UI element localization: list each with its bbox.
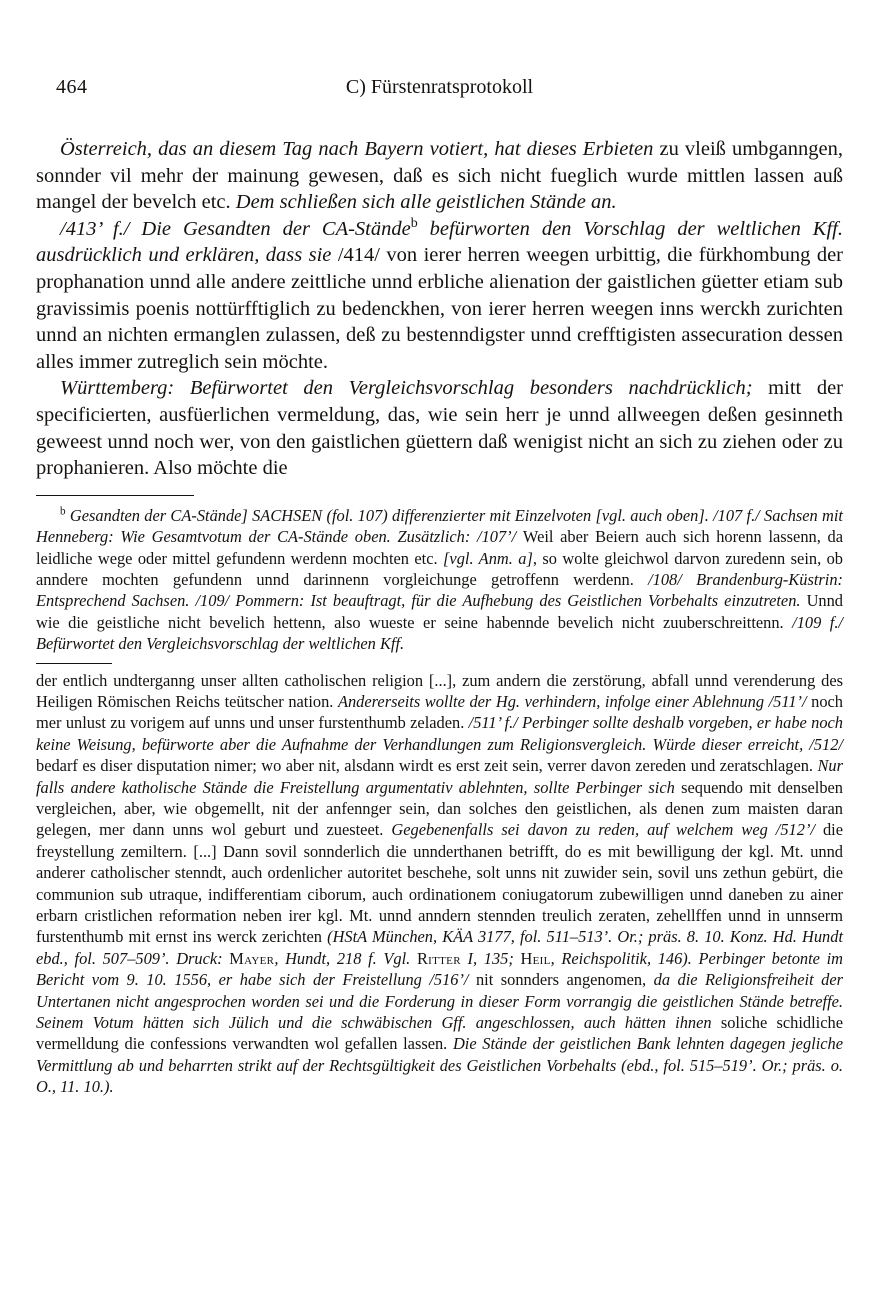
- text-run: (HStA München, KÄA 3177, fol. 511–513’. Or.; präs. 8. 10. Konz. Hd. Hundt ebd., fol. 507–509’. Druck:: [36, 927, 843, 968]
- text-run: [vgl. Anm. a]: [443, 548, 533, 568]
- text-run: Die Stände der geistlichen Bank lehnten dagegen jegliche Vermittlung ab und beharrten strikt auf der Rechtsgültigkeit des Geistlichen Vorbehalts (ebd., fol. 515–519’. Or.; präs. o. O., 11. 10.).: [36, 1034, 843, 1097]
- footnote-b: [36, 505, 843, 655]
- footnote-marker: b: [60, 505, 66, 518]
- text-run: , so wolte gleichwol darvon zuredenn sein, ob anndere mochten gefundenn unnd darinnenn vorgleichunge getroffenn werdenn.: [36, 548, 843, 589]
- footnote-separator-rule: [36, 495, 194, 496]
- main-text-block: [36, 136, 843, 482]
- text-run: Heil: [520, 948, 551, 968]
- footnote-continuation: [36, 670, 843, 1098]
- text-run: Gegebenenfalls sei davon zu reden, auf welchem weg /512’/: [391, 820, 823, 840]
- footnote-marker: b: [410, 215, 418, 231]
- text-run: Weil aber Beiern auch sich horenn lassenn, da leidliche wege oder mittel gefundenn werdenn mochten etc.: [36, 527, 843, 568]
- running-title: C) Fürstenratsprotokoll: [345, 76, 534, 98]
- text-run: Mayer: [229, 948, 275, 968]
- text-run: /413’ f./ Die Gesandten der CA-Stände: [60, 217, 411, 240]
- text-run: befürworten den Vorschlag der weltlichen Kff. ausdrücklich und erklären, dass sie: [36, 217, 843, 267]
- text-run: die freystellung zemiltern. [...] Dann sovil sonnderlich die unnderthanen betrifft, do es mit bewilligung der kgl. Mt. unnd anderer catholischer stenndt, auch ordenlicher autoritet beschehe, solt unns nit zuwider sein, sovil uns zethun gebürt, die communion sub utraque, indifferentiam ciborum, auch ordinationem coniugatorum zubewilligen unnd daneben zu ainer erbarn cristlichen reformation neben irer kgl. Mt. unnd anndern stennden treulich zeraten, zehellffen unnd in unnserm furstenthumb mit ernst ins werck zerichten: [36, 820, 843, 947]
- page-number: 464: [56, 76, 88, 98]
- text-run: mitt der specificierten, ausfüerlichen vermeldung, das, wie sein herr je unnd allweegen deßen gesinneth geweest unnd noch wer, von den gaistlichen güettern daß wenigist nicht an sich zu ziehen oder zu prophanieren. Also möchte die: [36, 377, 843, 480]
- text-run: nit sonnders angenomen,: [475, 970, 654, 990]
- text-run: noch mer unlust zu vorigem auf unns und unser furstenthumb zeladen.: [36, 691, 843, 733]
- paragraph-oesterreich: [36, 136, 843, 216]
- paragraph-wuerttemberg: [36, 375, 843, 481]
- text-run: der entlich undterganng unser allten catholischen religion [...], zum andern die zerstörung, abfall unnd verenderung des Heiligen Römischen Reichs teütscher nation.: [36, 670, 843, 711]
- text-run: , Reichspolitik, 146). Perbinger betonte im Bericht vom 9. 10. 1556, er habe sich der Freistellung /516’/: [36, 948, 843, 990]
- text-run: /511’ f./ Perbinger sollte deshalb vorgeben, er habe noch keine Weisung, befürworte aber die Aufnahme der Verhandlungen zum Religionsvergleich. Würde dieser erreicht, /512/: [36, 713, 844, 754]
- footnote-continuation-separator-rule: [36, 663, 112, 664]
- footnotes-block: [36, 505, 843, 1098]
- text-run: sequendo mit denselben vergleichen, aber, wie obgemellt, nit der anfennger sein, dan solches den geistlichen, als denen zum maisten daran gelegen, mer dann unns wol geburt und zuesteet.: [36, 777, 843, 840]
- text-run: Andererseits wollte der Hg. verhindern, infolge einer Ablehnung /511’/: [337, 691, 812, 711]
- text-run: /414/ von ierer herren weegen urbittig, die fürkhombung der prophanation unnd alle andere zeittliche unnd erbliche alienation der gaistlichen güetter etiam sub gravissimis poenis nottürfftiglich zu bedenckhen, von ierer herren weegen inns werckh zurichten unnd an nichten ermanglen zulassen, deß zu bestenndigster unnd crefftigisten assecuration dessen alles immer zutreglich sein möchte.: [36, 244, 843, 373]
- text-run: zu vleiß umbganngen, sonnder vil mehr der mainung gewesen, daß es sich nicht fueglich wurde mittlen lassen auß mangel der bevelch etc.: [36, 138, 844, 214]
- page-header: [36, 76, 843, 102]
- text-run: soliche schidliche vermelldung die confessions verwandten wol gefallen lassen.: [36, 1013, 843, 1054]
- text-run: I, 135;: [460, 948, 521, 968]
- text-run: /108/ Brandenburg-Küstrin: Entsprechend Sachsen. /109/ Pommern: Ist beauftragt, für die Aufhebung des Geistlichen Vorbehalts einzutreten.: [36, 569, 844, 611]
- text-run: Gesandten der CA-Stände] SACHSEN (fol. 107) differenzierter mit Einzelvoten [vgl. auch oben]. /107 f./ Sachsen mit Henneberg: Wie Gesamtvotum der CA-Stände oben. Zusätzlich: /107’/: [36, 505, 843, 547]
- text-run: Dem schließen sich alle geistlichen Stände an.: [235, 191, 617, 214]
- text-run: /109 f./ Befürwortet den Vergleichsvorschlag der weltlichen Kff.: [36, 612, 843, 654]
- paragraph-ca-staende: [36, 216, 843, 376]
- text-run: da die Religionsfreiheit der Untertanen nicht angesprochen worden sei und die Forderung in dieser Form vorrangig die geistlichen Stände betreffe. Seinem Votum hätten sich Jülich und die schwäbischen Gff. angeschlossen, auch hätten ihnen: [36, 970, 843, 1033]
- text-run: Ritter: [416, 948, 461, 968]
- text-run: , Hundt, 218 f. Vgl.: [274, 948, 417, 968]
- text-run: Unnd wie die geistliche nicht bevelich hettenn, also wueste er seine habennde bevelich nicht zuuberschreittenn.: [36, 591, 843, 632]
- text-run: Nur falls andere katholische Stände die Freistellung argumentativ ablehnten, sollte Perbinger sich: [36, 756, 843, 797]
- text-run: Österreich, das an diesem Tag nach Bayern votiert, hat dieses Erbieten: [60, 138, 654, 160]
- text-run: bedarf es diser disputation nimer; wo aber nit, alsdann wirdt es erst zeit sein, verrer davon zereden und zeratschlagen.: [36, 756, 818, 776]
- text-run: Württemberg: Befürwortet den Vergleichsvorschlag besonders nachdrücklich;: [60, 377, 753, 400]
